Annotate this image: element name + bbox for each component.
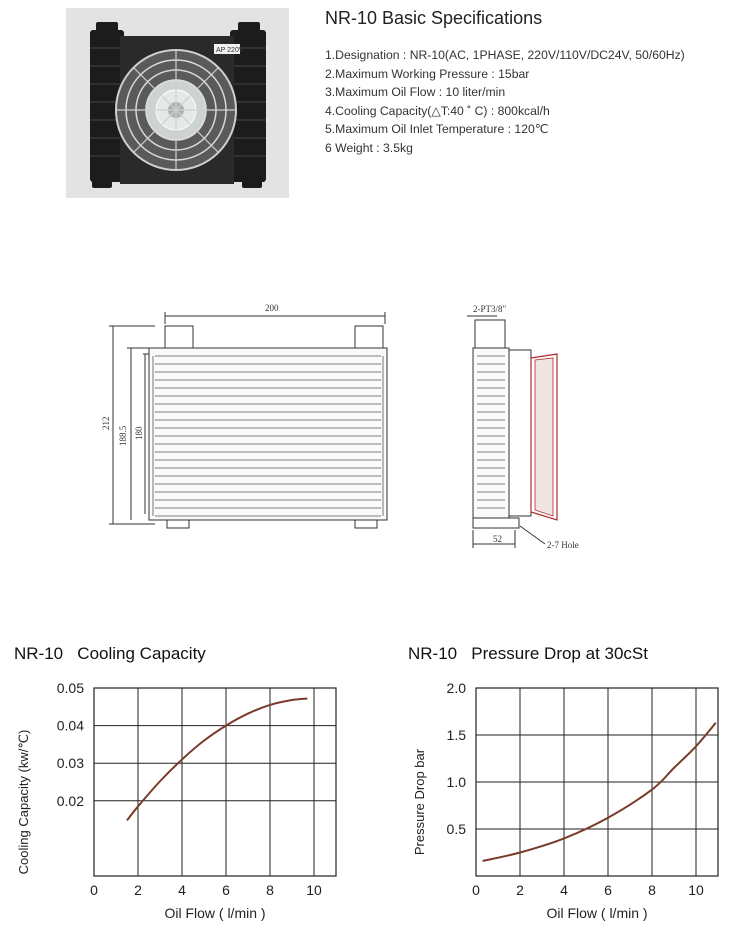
series-line xyxy=(127,699,307,821)
x-tick-label: 4 xyxy=(560,882,568,898)
x-tick-label: 10 xyxy=(688,882,704,898)
x-tick-label: 0 xyxy=(90,882,98,898)
x-tick-label: 2 xyxy=(134,882,142,898)
specs-title: NR-10 Basic Specifications xyxy=(325,8,543,28)
x-tick-label: 8 xyxy=(266,882,274,898)
spec-item: 4.Cooling Capacity(△T:40 ˚ C) : 800kcal/h xyxy=(325,103,550,118)
spec-item: 5.Maximum Oil Inlet Temperature : 120℃ xyxy=(325,122,549,137)
x-tick-label: 2 xyxy=(516,882,524,898)
y-tick-label: 0.05 xyxy=(56,680,84,696)
chart-title-pressure: NR-10 Pressure Drop at 30cSt xyxy=(408,644,648,663)
spec-item: 6 Weight : 3.5kg xyxy=(325,140,413,155)
x-tick-label: 0 xyxy=(472,882,480,898)
photo-label: AP 220V xyxy=(216,47,244,54)
y-tick-label: 0.04 xyxy=(56,717,84,734)
spec-item: 3.Maximum Oil Flow : 10 liter/min xyxy=(325,85,506,100)
y-tick-label: 1.0 xyxy=(446,774,466,790)
height-dim-label: 212 xyxy=(101,416,111,430)
x-axis-label: Oil Flow ( l/min ) xyxy=(546,905,648,921)
oil-cooler-photo xyxy=(66,8,289,198)
x-tick-label: 6 xyxy=(222,882,230,898)
depth-dim-label: 52 xyxy=(493,534,502,544)
y-tick-label: 0.02 xyxy=(56,792,84,809)
series-line xyxy=(483,723,716,861)
x-tick-label: 6 xyxy=(604,882,612,898)
height-dim-label: 180 xyxy=(134,426,144,440)
height-dim-label: 188.5 xyxy=(118,425,128,446)
technical-drawing xyxy=(95,298,615,558)
y-tick-label: 2.0 xyxy=(446,680,466,696)
x-tick-label: 8 xyxy=(648,882,656,898)
specs-list xyxy=(325,46,685,158)
cooling-capacity-chart xyxy=(0,670,360,930)
x-tick-label: 10 xyxy=(306,882,322,898)
y-axis-label: Pressure Drop bar xyxy=(412,748,427,856)
y-axis-label: Cooling Capacity (kw/℃) xyxy=(16,729,31,875)
width-dim-label: 200 xyxy=(265,303,279,313)
product-photo xyxy=(66,8,289,198)
x-tick-label: 4 xyxy=(178,882,186,898)
y-tick-label: 1.5 xyxy=(446,727,466,743)
chart-title-cooling: NR-10 Cooling Capacity xyxy=(14,644,206,663)
x-axis-label: Oil Flow ( l/min ) xyxy=(164,905,266,921)
plot-area xyxy=(94,688,336,876)
hole-label: 2-7 Hole xyxy=(547,540,579,550)
y-tick-label: 0.5 xyxy=(446,821,466,837)
spec-item: 1.Designation : NR-10(AC, 1PHASE, 220V/110V/DC24V, 50/60Hz) xyxy=(325,48,685,62)
port-label: 2-PT3/8" xyxy=(473,304,507,314)
y-tick-label: 0.03 xyxy=(56,755,84,772)
spec-item: 2.Maximum Working Pressure : 15bar xyxy=(325,66,530,81)
pressure-drop-chart xyxy=(372,670,738,930)
